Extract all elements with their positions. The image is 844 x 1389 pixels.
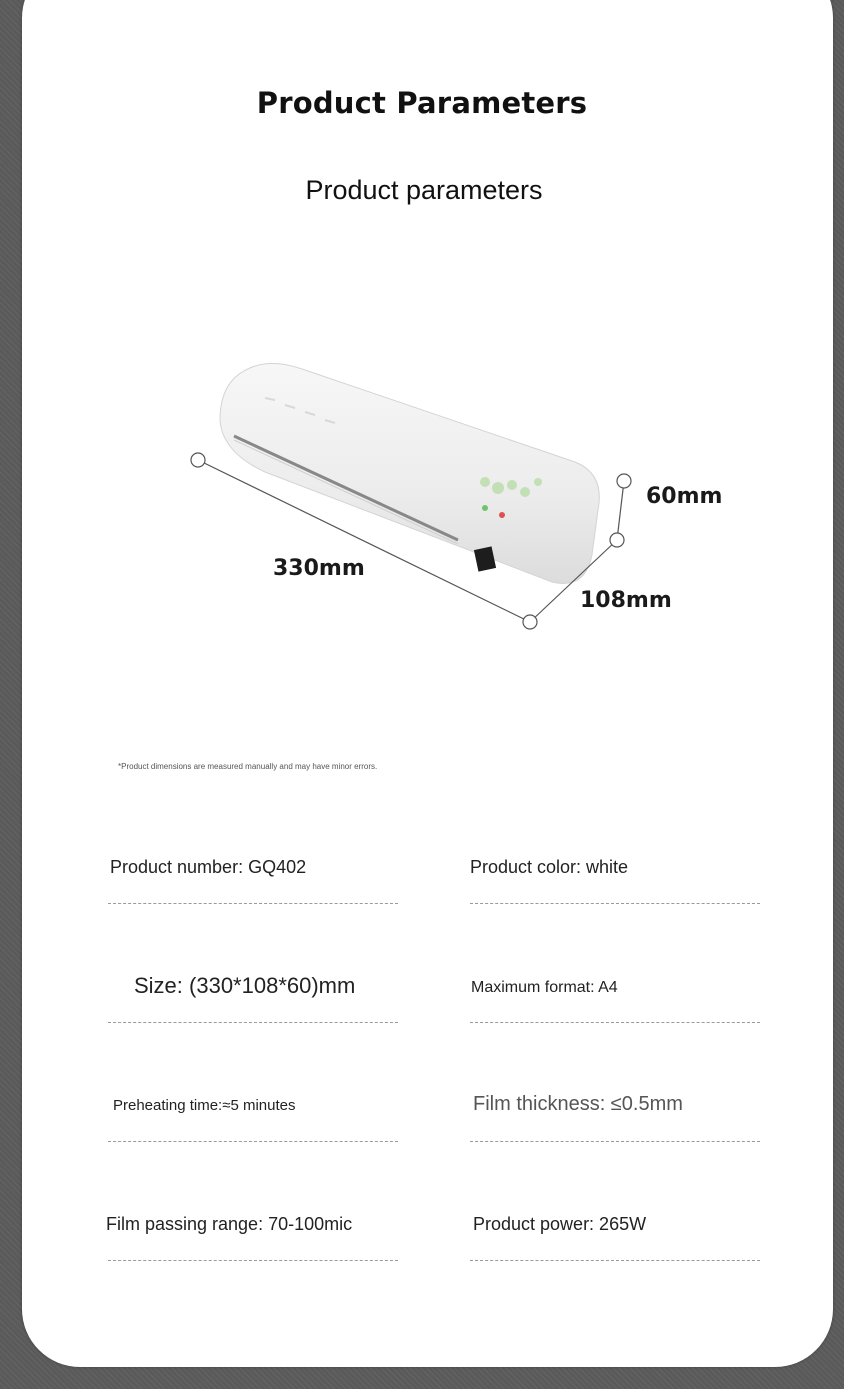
divider (470, 903, 760, 904)
divider (470, 1260, 760, 1261)
param-size: Size: (330*108*60)mm (134, 973, 356, 998)
divider (108, 1022, 398, 1023)
measurement-note: *Product dimensions are measured manually and may have minor errors. (118, 762, 378, 771)
param-product-color: Product color: white (470, 857, 629, 877)
width-label: 108mm (580, 588, 672, 613)
divider (470, 1141, 760, 1142)
page-subtitle: Product parameters (305, 175, 543, 205)
height-label: 60mm (646, 484, 723, 509)
divider (108, 1141, 398, 1142)
dimension-point (617, 474, 631, 488)
dimension-point (523, 615, 537, 629)
laminator-image (220, 363, 599, 583)
laminator-diagram (180, 350, 760, 650)
param-product-power: Product power: 265W (473, 1214, 647, 1234)
param-max-format: Maximum format: A4 (471, 979, 618, 996)
divider (470, 1022, 760, 1023)
page-title: Product Parameters (256, 86, 588, 120)
dimension-point (191, 453, 205, 467)
divider (108, 1260, 398, 1261)
length-label: 330mm (273, 556, 365, 581)
param-preheat-time: Preheating time:≈5 minutes (113, 1097, 296, 1114)
dimension-point (610, 533, 624, 547)
divider (108, 903, 398, 904)
param-film-thickness: Film thickness: ≤0.5mm (473, 1093, 683, 1115)
param-film-range: Film passing range: 70-100mic (106, 1214, 353, 1234)
param-product-number: Product number: GQ402 (110, 857, 307, 877)
